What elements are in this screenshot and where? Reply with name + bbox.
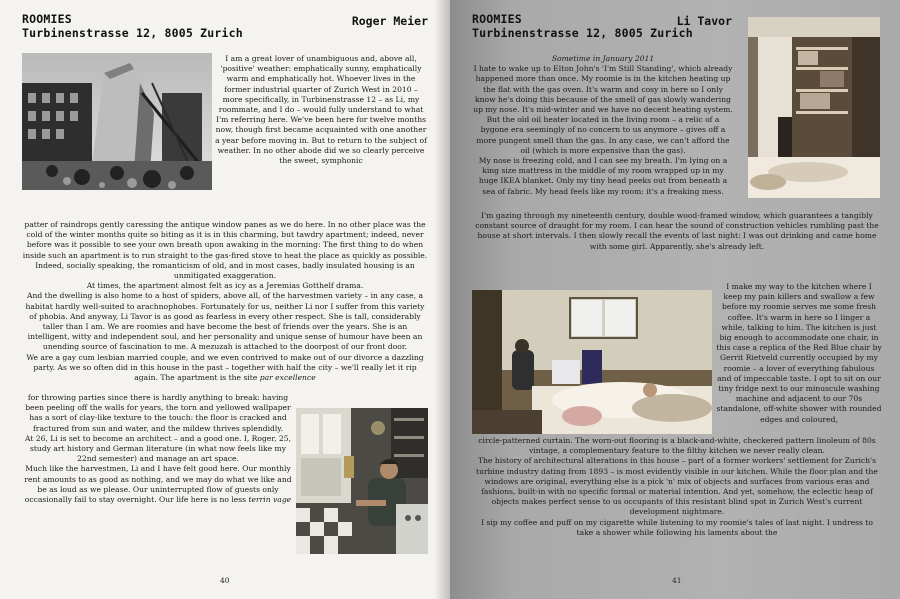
right-column-top — [472, 54, 734, 197]
paragraph-text: Much like the harvestmen, Li and I have felt good here. Our monthly rent amounts to as good as nothing, and we may do what we like and be as loud as we please. Our uninterrupted flow of guests only occasionally fail to stay overnight. Our life here is no less — [24, 464, 292, 505]
wardrobe-photo — [748, 17, 880, 198]
paragraph: I'm gazing through my nineteenth century, double wood-framed window, which guarantees a tangibly constant source of draught for my room. I can hear the sound of construction vehicles rumbling past the house at short intervals. I then slowly recall the events of last night: I was out drinking and came home with some girl. Apparently, she's already left. — [475, 211, 879, 251]
paragraph: I make my way to the kitchen where I keep my pain killers and swallow a few before my roomie serves me some fresh coffee. It's warm in here so I linger a while, talking to him. The kitchen is just big enough to accommodate one chair, in this case a replica of the Red Blue chair by Gerrit Rietveld currently occupied by my roomie – a lover of everything fabulous and of impeccable taste. I opt to sit on our tiny fridge next to our minuscule washing machine and adjacent to our 70s standalone, off-white shower with rounded edges and coloured, — [716, 282, 882, 424]
kitchen-man-photo — [296, 408, 428, 554]
italic-phrase: par excellence — [259, 373, 316, 383]
gutter-shadow — [434, 0, 450, 599]
paragraph-text: We are a gay cum lesbian married couple, and we even contrived to make out of our divorce a dazzling party. As we so often did in this house in the past – together with half the city – we'll really let it rip again. The apartment is the site — [26, 352, 424, 383]
paragraph: I am a great lover of unambiguous and, above all, 'positive' weather: emphatically sunny, emphatically warm and emphatically hot. Whoever lives in the former industrial quarter of Zurich West in 2010 – more specifically, in Turbinenstrasse 12 – as Li, my roommate, and I do – would fully understand to what I'm referring here. We've been here for twelve months now, though first became acquainted with one another a year before moving in. But to return to the subject of weather. In no other abode did we so clearly perceive the sweet, symphonic — [215, 54, 427, 166]
left-fullwidth-text — [22, 220, 428, 383]
author-name: Roger Meier — [351, 14, 428, 28]
dateline: Sometime in January 2011 — [551, 54, 655, 63]
paragraph — [22, 353, 428, 384]
paragraph: My nose is freezing cold, and I can see my breath. I'm lying on a king size mattress in the middle of my room wrapped up in my huge IKEA blanket. Only my tiny head peeks out from beneath a sea of fabric. My head feels like my room: it's a freaking mess. — [478, 156, 728, 196]
magazine-title: ROOMIES — [472, 12, 522, 26]
right-fullwidth-text — [472, 211, 882, 252]
address: Turbinenstrasse 12, 8005 Zurich — [22, 26, 243, 40]
bedroom-people-photo — [472, 290, 712, 434]
paragraph: The history of architectural alterations in this house – part of a former workers' settlement for Zurich's turbine industry dating from 1893 – is most evidently visible in our kitchen. While the floor plan and the windows are original, everything else is a pick 'n' mix of objects and surfaces from various eras and fashions, built-in with no specific formal or material intention. And yet, somehow, the eclectic heap of objects makes perfect sense to us occupants of this resistant blind spot in Zurich West's current development nightmare. — [476, 456, 878, 517]
address: Turbinenstrasse 12, 8005 Zurich — [472, 26, 693, 40]
right-column-mid — [716, 282, 882, 425]
left-header — [22, 12, 243, 40]
author-name: Li Tavor — [676, 14, 732, 28]
page-number: 41 — [672, 576, 682, 585]
industrial-building-photo — [22, 53, 212, 190]
paragraph: At 26, Li is set to become an architect – and a good one. I, Roger, 25, study art history and German literature (in what now feels like my 22nd semester) and manage an art space. — [24, 433, 292, 464]
left-column-bottom — [22, 393, 294, 505]
paragraph: I sip my coffee and puff on my cigarette while listening to my roomie's tales of last night. I undress to take a shower while following his laments about the — [481, 517, 873, 537]
paragraph — [22, 464, 294, 505]
paragraph: patter of raindrops gently caressing the antique window panes as we do here. In no other place was the cold of the winter months quite so biting as it is in this charming, but tawdry apartment; indeed, never before was it possible to see your own breath upon awaking in the morning: The first thing to do when inside such an apartment is to run straight to the gas-fired stove to heat the place as quickly as possible. Indeed, socially speaking, the romanticism of old, and in most cases, badly insulated housing is an unmitigated exaggeration. — [22, 220, 428, 281]
italic-phrase: terrin vage — [248, 495, 292, 505]
magazine-title: ROOMIES — [22, 12, 72, 26]
paragraph: I hate to wake up to Elton John's 'I'm Still Standing', which already happened more than once. My roomie is in the kitchen heating up the flat with the gas oven. It's warm and cosy in here so I only know he's doing this because of the smell of gas slowly wandering up my nose. It's mid-winter and we have no decent heating system. But the old oil heater located in the living room – a relic of a bygone era seemingly of no concern to us anymore – gives off a more pungent smell than the gas. In any case, we can't afford the oil (which is more expensive than the gas). — [473, 64, 733, 155]
paragraph: And the dwelling is also home to a host of spiders, above all, of the harvestmen variety – in any case, a habitat hardly well-suited to arachnophobes. Fortunately for us, neither Li nor I suffer from this variety of phobia. And anyway, Li Tavor is as good as fearless in every other respect. She is tall, considerably taller than I am. We are roomies and have become the best of friends over the years. She is an intelligent, witty and independent soul, and her personality and unique sense of humour have been an unending source of fascination to me. A mezuzah is attached to the doorpost of our front door. — [25, 291, 425, 352]
right-header — [472, 12, 693, 40]
page-number: 40 — [220, 576, 230, 585]
left-column-top — [214, 54, 428, 166]
right-page — [450, 0, 900, 599]
right-fullwidth-text-2 — [472, 436, 882, 538]
paragraph: At times, the apartment almost felt as icy as a Jeremias Gotthelf drama. — [86, 281, 364, 291]
paragraph: circle-patterned curtain. The worn-out flooring is a black-and-white, checkered pattern linoleum of 80s vintage, a complementary feature to the filthy kitchen we never really clean. — [478, 436, 876, 456]
paragraph: for throwing parties since there is hardly anything to break: having been peeling off the walls for years, the torn and yellowed wallpaper has a sort of clay-like texture to the touch: the floor is cracked and fractured from sun and water, and the mildew thrives splendidly. — [25, 393, 291, 433]
